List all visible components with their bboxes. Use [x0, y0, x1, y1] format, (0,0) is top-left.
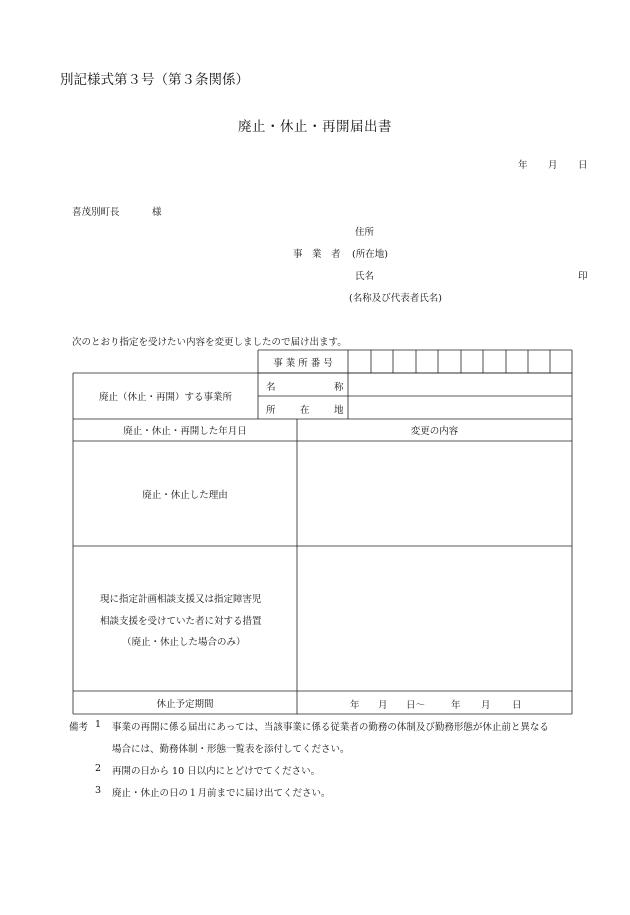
applicant-name-note: (名称及び代表者氏名) [349, 293, 442, 304]
office-address-label-1: 所 [266, 405, 276, 416]
measures-line-2: 相談支援を受けていた者に対する措置 [100, 616, 262, 627]
office-section-label: 廃止（休止・再開）する事業所 [98, 392, 232, 403]
period-day-1: 日～ [406, 700, 426, 711]
addressee-honorific: 様 [152, 207, 162, 218]
office-address-label-2: 在 [300, 405, 310, 416]
applicant-location-label: (所在地) [352, 249, 388, 260]
note-2: 再開の日から 10 日以内にとどけでてください。 [112, 766, 321, 777]
office-number-label: 事 業 所 番 号 [273, 357, 333, 369]
date-year-label: 年 [518, 160, 528, 171]
form-number: 別記様式第３号（第３条関係） [60, 72, 249, 88]
change-header: 変更の内容 [410, 426, 459, 437]
date-header: 廃止・休止・再開した年月日 [123, 426, 247, 437]
measures-line-1: 現に指定計画相談支援又は指定障害児 [100, 594, 262, 605]
note-3: 廃止・休止の日の１月前までに届け出てください。 [112, 788, 331, 799]
office-name-label-2: 称 [334, 382, 344, 393]
date-month-label: 月 [548, 160, 558, 171]
note-1-line-1: 事業の再開に係る届出にあっては、当該事業に係る従業者の勤務の体制及び勤務形態が休止前と異なる [112, 722, 549, 733]
period-label: 休止予定期間 [156, 698, 214, 710]
intro-text: 次のとおり指定を受けたい内容を変更しましたので届け出ます。 [72, 337, 347, 348]
measures-line-3: （廃止・休止した場合のみ） [122, 637, 246, 648]
period-day-2: 日 [512, 700, 522, 711]
date-day-label: 日 [578, 160, 588, 171]
period-month-1: 月 [378, 700, 388, 711]
note-1-line-2: 場合には、勤務体制・形態一覧表を添付してください。 [112, 744, 350, 755]
applicant-name-label: 氏名 [355, 271, 375, 282]
office-name-label-1: 名 [266, 382, 276, 393]
period-year-2: 年 [451, 700, 461, 711]
office-address-label-3: 地 [334, 405, 344, 416]
note-1-number: 1 [95, 719, 102, 730]
document-title: 廃止・休止・再開届出書 [238, 119, 392, 135]
addressee-name: 喜茂別町長 [72, 207, 120, 218]
applicant-business-label: 事 業 者 [293, 249, 341, 260]
period-year-1: 年 [350, 700, 360, 711]
seal-mark: 印 [578, 271, 588, 282]
note-2-number: 2 [95, 763, 102, 774]
notes-prefix: 備考 [69, 722, 89, 733]
note-3-number: 3 [95, 785, 102, 796]
period-month-2: 月 [481, 700, 491, 711]
reason-label: 廃止・休止した理由 [142, 489, 228, 501]
applicant-address-label: 住所 [355, 227, 375, 238]
